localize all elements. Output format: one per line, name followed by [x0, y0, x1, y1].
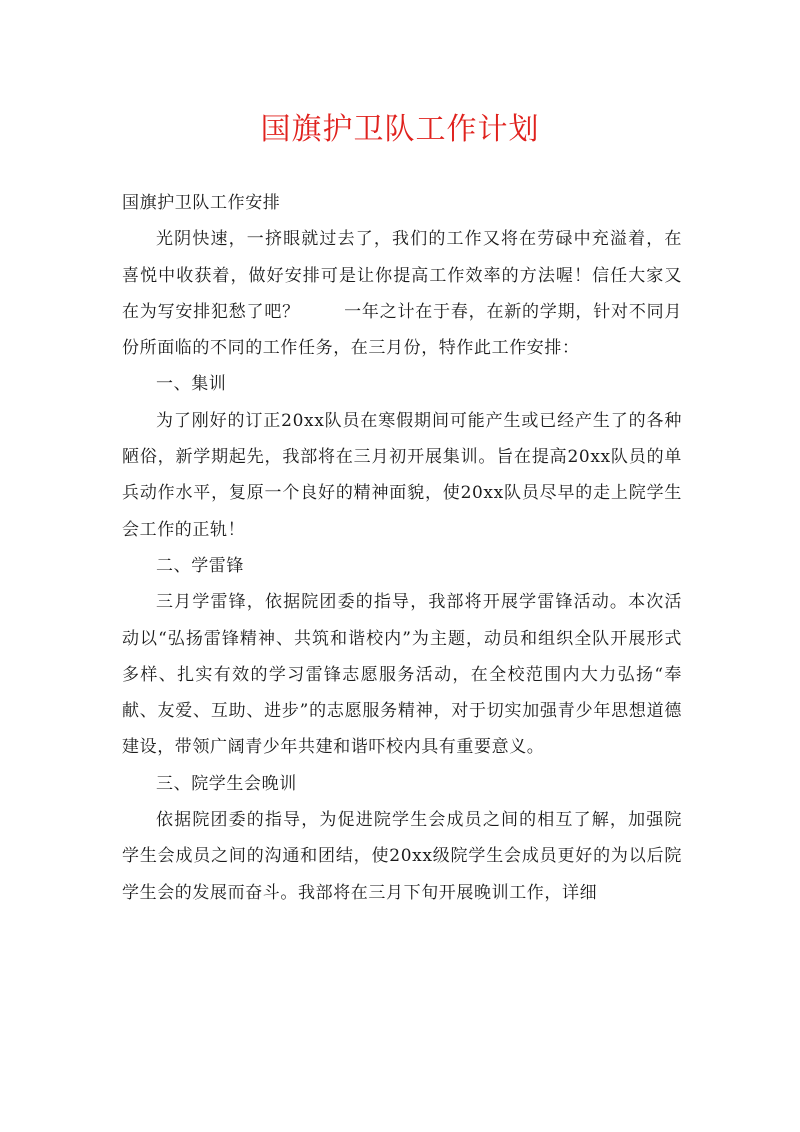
document-body: [122, 185, 682, 911]
section1-text: 为了刚好的订正20xx队员在寒假期间可能产生或已经产生了的各种陋俗，新学期起先，我部将在三月初开展集训。旨在提高20xx队员的单兵动作水平，复原一个良好的精神面貌，使20xx队员尽早的走上院学生会工作的正轨！: [122, 410, 682, 540]
document-title: 国旗护卫队工作计划: [260, 112, 540, 147]
section2-text: 三月学雷锋，依据院团委的指导，我部将开展学雷锋活动。本次活动以“弘扬雷锋精神、共筑和谐校内”为主题，动员和组织全队开展形式多样、扎实有效的学习雷锋志愿服务活动，在全校范围内大力弘扬“奉献、友爱、互助、进步”的志愿服务精神，对于切实加强青少年思想道德建设，带领广阔青少年共建和谐吓校内具有重要意义。: [122, 592, 682, 758]
section3-heading: 三、院学生会晚训: [156, 773, 297, 794]
section3-text: 依据院团委的指导，为促进院学生会成员之间的相互了解，加强院学生会成员之间的沟通和团结，使20xx级院学生会成员更好的为以后院学生会的发展而奋斗。我部将在三月下旬开展晚训工作，详细: [122, 810, 682, 903]
intro-text-part2: 一年之计在于春，在新的学期，针对不同月份所面临的不同的工作任务，在三月份，特作此工作安排：: [122, 301, 683, 359]
intro-paragraph: [122, 221, 682, 366]
intro-text-part1: 光阴快速，一挤眼就过去了，我们的工作又将在劳碌中充溢着，在喜悦中收获着，做好安排可是让你提高工作效率的方法喔！信任大家又在为写安排犯愁了吧？: [122, 229, 682, 322]
section2-heading: 二、学雷锋: [156, 555, 244, 576]
document-subtitle: 国旗护卫队工作安排: [122, 193, 281, 213]
section1-heading: 一、集训: [156, 374, 227, 395]
